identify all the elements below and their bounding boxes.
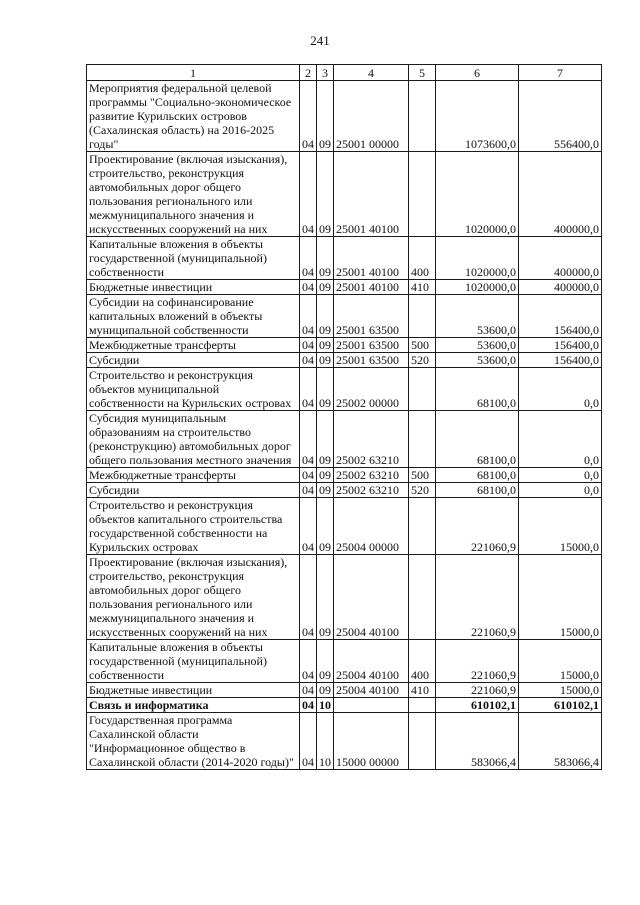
row-expense-type bbox=[409, 498, 436, 555]
row-amount-col7: 15000,0 bbox=[519, 640, 602, 683]
row-subsection-code: 09 bbox=[317, 338, 334, 353]
row-name: Капитальные вложения в объекты государственной (муниципальной) собственности bbox=[87, 640, 300, 683]
row-name: Субсидии bbox=[87, 483, 300, 498]
header-col-3: 3 bbox=[317, 65, 334, 81]
row-name: Строительство и реконструкция объектов капитального строительства государственной собственности на Курильских островах bbox=[87, 498, 300, 555]
row-amount-col6: 68100,0 bbox=[436, 468, 519, 483]
row-section-code: 04 bbox=[300, 152, 317, 237]
row-section-code: 04 bbox=[300, 498, 317, 555]
row-target-article: 25001 63500 bbox=[334, 295, 409, 338]
table-row bbox=[87, 81, 602, 152]
row-amount-col7: 15000,0 bbox=[519, 683, 602, 698]
row-target-article: 25001 63500 bbox=[334, 353, 409, 368]
row-amount-col7: 0,0 bbox=[519, 483, 602, 498]
row-section-code: 04 bbox=[300, 713, 317, 770]
row-amount-col6: 221060,9 bbox=[436, 683, 519, 698]
table-row bbox=[87, 640, 602, 683]
page-number: 241 bbox=[310, 33, 330, 48]
table-row bbox=[87, 498, 602, 555]
row-amount-col7: 400000,0 bbox=[519, 237, 602, 280]
row-name: Субсидия муниципальным образованиям на строительство (реконструкцию) автомобильных дорог общего пользования местного значения bbox=[87, 411, 300, 468]
table-row bbox=[87, 713, 602, 770]
row-name: Субсидии на софинансирование капитальных вложений в объекты муниципальной собственности bbox=[87, 295, 300, 338]
row-name: Государственная программа Сахалинской области "Информационное общество в Сахалинской области (2014-2020 годы)" bbox=[87, 713, 300, 770]
row-amount-col7: 156400,0 bbox=[519, 353, 602, 368]
row-amount-col7: 0,0 bbox=[519, 411, 602, 468]
row-subsection-code: 09 bbox=[317, 295, 334, 338]
row-target-article: 25002 63210 bbox=[334, 468, 409, 483]
table-row bbox=[87, 295, 602, 338]
row-amount-col7: 400000,0 bbox=[519, 152, 602, 237]
row-amount-col6: 1073600,0 bbox=[436, 81, 519, 152]
header-col-5: 5 bbox=[409, 65, 436, 81]
table-body bbox=[87, 81, 602, 770]
row-expense-type bbox=[409, 368, 436, 411]
row-expense-type bbox=[409, 411, 436, 468]
row-name: Межбюджетные трансферты bbox=[87, 468, 300, 483]
table-row bbox=[87, 555, 602, 640]
row-target-article bbox=[334, 698, 409, 713]
row-expense-type: 400 bbox=[409, 640, 436, 683]
table-row bbox=[87, 483, 602, 498]
row-name: Проектирование (включая изыскания), строительство, реконструкция автомобильных дорог общего пользования регионального или межмуниципального значения и искусственных сооружений на них bbox=[87, 152, 300, 237]
row-amount-col6: 583066,4 bbox=[436, 713, 519, 770]
header-col-6: 6 bbox=[436, 65, 519, 81]
row-expense-type bbox=[409, 295, 436, 338]
row-section-code: 04 bbox=[300, 411, 317, 468]
row-amount-col7: 156400,0 bbox=[519, 295, 602, 338]
row-subsection-code: 09 bbox=[317, 468, 334, 483]
row-subsection-code: 09 bbox=[317, 152, 334, 237]
row-section-code: 04 bbox=[300, 555, 317, 640]
row-expense-type bbox=[409, 555, 436, 640]
row-amount-col6: 53600,0 bbox=[436, 353, 519, 368]
row-expense-type bbox=[409, 698, 436, 713]
row-target-article: 25002 63210 bbox=[334, 411, 409, 468]
row-section-code: 04 bbox=[300, 640, 317, 683]
row-target-article: 25001 40100 bbox=[334, 280, 409, 295]
table-row bbox=[87, 280, 602, 295]
row-section-code: 04 bbox=[300, 338, 317, 353]
row-subsection-code: 09 bbox=[317, 498, 334, 555]
row-subsection-code: 09 bbox=[317, 280, 334, 295]
row-amount-col7: 583066,4 bbox=[519, 713, 602, 770]
row-expense-type bbox=[409, 713, 436, 770]
row-expense-type: 400 bbox=[409, 237, 436, 280]
table-row bbox=[87, 468, 602, 483]
table-row bbox=[87, 411, 602, 468]
header-col-4: 4 bbox=[334, 65, 409, 81]
row-name: Связь и информатика bbox=[87, 698, 300, 713]
row-expense-type bbox=[409, 81, 436, 152]
row-target-article: 25004 00000 bbox=[334, 498, 409, 555]
row-subsection-code: 09 bbox=[317, 353, 334, 368]
row-section-code: 04 bbox=[300, 483, 317, 498]
table-header-row bbox=[87, 65, 602, 81]
row-amount-col6: 53600,0 bbox=[436, 338, 519, 353]
row-section-code: 04 bbox=[300, 81, 317, 152]
table-row bbox=[87, 683, 602, 698]
header-col-7: 7 bbox=[519, 65, 602, 81]
row-subsection-code: 09 bbox=[317, 411, 334, 468]
header-col-2: 2 bbox=[300, 65, 317, 81]
table-row bbox=[87, 368, 602, 411]
row-amount-col7: 610102,1 bbox=[519, 698, 602, 713]
row-subsection-code: 09 bbox=[317, 81, 334, 152]
row-amount-col6: 221060,9 bbox=[436, 640, 519, 683]
row-expense-type: 410 bbox=[409, 280, 436, 295]
row-amount-col7: 556400,0 bbox=[519, 81, 602, 152]
row-name: Бюджетные инвестиции bbox=[87, 683, 300, 698]
table-row bbox=[87, 698, 602, 713]
row-subsection-code: 09 bbox=[317, 237, 334, 280]
row-amount-col6: 221060,9 bbox=[436, 498, 519, 555]
row-target-article: 25001 40100 bbox=[334, 152, 409, 237]
table-row bbox=[87, 152, 602, 237]
row-section-code: 04 bbox=[300, 698, 317, 713]
row-expense-type: 520 bbox=[409, 483, 436, 498]
table-row bbox=[87, 338, 602, 353]
row-subsection-code: 09 bbox=[317, 368, 334, 411]
row-name: Строительство и реконструкция объектов муниципальной собственности на Курильских островах bbox=[87, 368, 300, 411]
row-target-article: 25002 00000 bbox=[334, 368, 409, 411]
row-subsection-code: 09 bbox=[317, 555, 334, 640]
row-amount-col6: 68100,0 bbox=[436, 368, 519, 411]
row-target-article: 25001 40100 bbox=[334, 237, 409, 280]
row-subsection-code: 09 bbox=[317, 483, 334, 498]
row-amount-col7: 400000,0 bbox=[519, 280, 602, 295]
row-target-article: 25001 00000 bbox=[334, 81, 409, 152]
row-name: Межбюджетные трансферты bbox=[87, 338, 300, 353]
row-amount-col6: 53600,0 bbox=[436, 295, 519, 338]
row-target-article: 25004 40100 bbox=[334, 683, 409, 698]
row-target-article: 25004 40100 bbox=[334, 640, 409, 683]
row-section-code: 04 bbox=[300, 683, 317, 698]
row-name: Мероприятия федеральной целевой программы "Социально-экономическое развитие Курильских островов (Сахалинская область) на 2016-2025 годы" bbox=[87, 81, 300, 152]
row-section-code: 04 bbox=[300, 368, 317, 411]
row-expense-type: 500 bbox=[409, 468, 436, 483]
row-target-article: 25002 63210 bbox=[334, 483, 409, 498]
row-amount-col7: 156400,0 bbox=[519, 338, 602, 353]
row-target-article: 25004 40100 bbox=[334, 555, 409, 640]
row-expense-type bbox=[409, 152, 436, 237]
row-subsection-code: 10 bbox=[317, 713, 334, 770]
row-name: Бюджетные инвестиции bbox=[87, 280, 300, 295]
row-amount-col6: 610102,1 bbox=[436, 698, 519, 713]
row-section-code: 04 bbox=[300, 353, 317, 368]
table-row bbox=[87, 353, 602, 368]
row-amount-col7: 0,0 bbox=[519, 368, 602, 411]
row-amount-col6: 221060,9 bbox=[436, 555, 519, 640]
row-expense-type: 500 bbox=[409, 338, 436, 353]
row-amount-col6: 68100,0 bbox=[436, 411, 519, 468]
row-expense-type: 410 bbox=[409, 683, 436, 698]
row-amount-col6: 1020000,0 bbox=[436, 280, 519, 295]
row-amount-col6: 1020000,0 bbox=[436, 237, 519, 280]
row-subsection-code: 10 bbox=[317, 698, 334, 713]
header-col-1: 1 bbox=[87, 65, 300, 81]
row-amount-col7: 15000,0 bbox=[519, 498, 602, 555]
row-subsection-code: 09 bbox=[317, 683, 334, 698]
row-target-article: 25001 63500 bbox=[334, 338, 409, 353]
row-target-article: 15000 00000 bbox=[334, 713, 409, 770]
row-expense-type: 520 bbox=[409, 353, 436, 368]
row-amount-col6: 68100,0 bbox=[436, 483, 519, 498]
row-name: Проектирование (включая изыскания), строительство, реконструкция автомобильных дорог общего пользования регионального или межмуниципального значения и искусственных сооружений на них bbox=[87, 555, 300, 640]
row-section-code: 04 bbox=[300, 468, 317, 483]
row-subsection-code: 09 bbox=[317, 640, 334, 683]
row-name: Капитальные вложения в объекты государственной (муниципальной) собственности bbox=[87, 237, 300, 280]
row-amount-col7: 15000,0 bbox=[519, 555, 602, 640]
table-row bbox=[87, 237, 602, 280]
row-section-code: 04 bbox=[300, 280, 317, 295]
budget-table bbox=[86, 64, 602, 770]
row-amount-col6: 1020000,0 bbox=[436, 152, 519, 237]
row-name: Субсидии bbox=[87, 353, 300, 368]
row-amount-col7: 0,0 bbox=[519, 468, 602, 483]
row-section-code: 04 bbox=[300, 237, 317, 280]
row-section-code: 04 bbox=[300, 295, 317, 338]
